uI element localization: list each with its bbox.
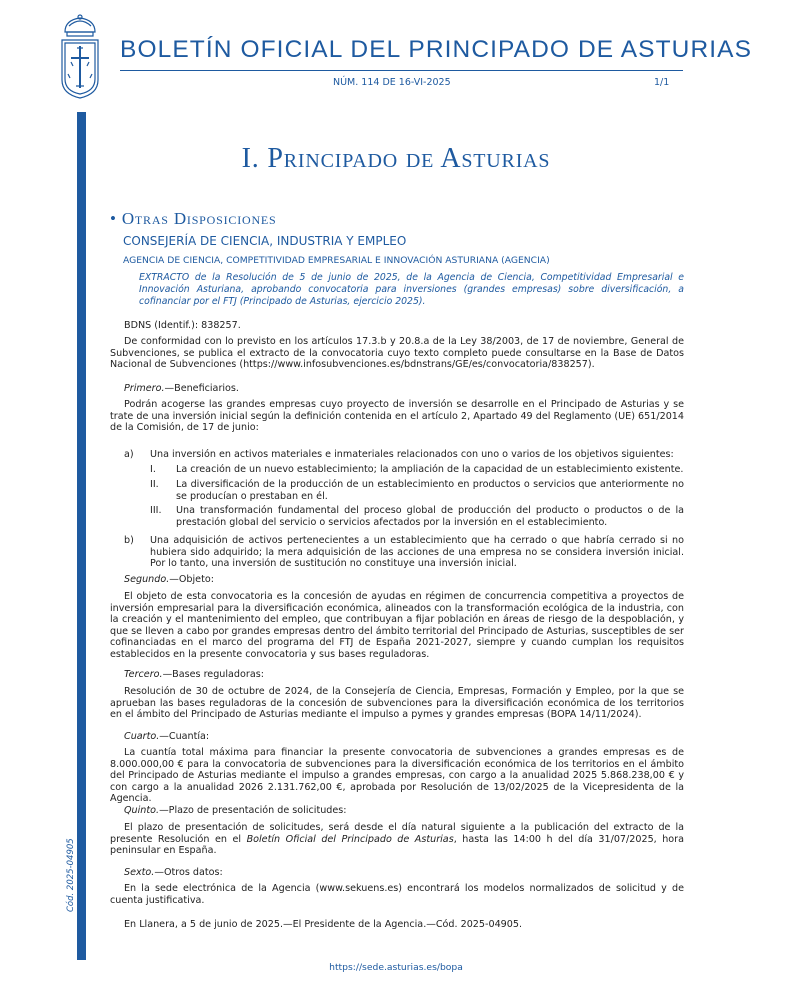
sub-2-text: La diversificación de la producción de un establecimiento en productos o servicios que anteriormente no se producían o prestaban en él. — [176, 479, 684, 502]
footer-url-link[interactable]: https://sede.asturias.es/bopa — [329, 962, 463, 973]
sexto-paragraph: En la sede electrónica de la Agencia (www.sekuens.es) encontrará los modelos normalizados de solicitud y de cuenta justificativa. — [110, 883, 684, 906]
title-divider — [120, 70, 683, 71]
sub-2-label: II. — [150, 479, 159, 490]
primero-title: —Beneficiarios. — [164, 383, 239, 394]
section-title: I. Principado de Asturias — [241, 143, 551, 174]
list-b-label: b) — [124, 535, 134, 546]
quinto-text-end: , hasta las 14:00 h del día 31/07/2025, hora peninsular en España. — [110, 833, 685, 857]
issue-number: NÚM. 114 DE 16-VI-2025 — [333, 77, 451, 88]
quinto-heading — [124, 805, 347, 817]
cuarto-paragraph: La cuantía total máxima para financiar la presente convocatoria de subvenciones a grandes empresas es de 8.000.000,00 € para la convocatoria de subvenciones para la diversificación económica de los territorios en el ámbito del Principado de Asturias mediante el impulso a grandes empresas, con cargo a la anualidad 2025 5.868.238,00 € y con cargo a la anualidad 2026 2.131.762,00 €, aprobada por Resolución de 13/02/2025 de la Vicepresidenta de la Agencia. — [110, 747, 684, 805]
primero-paragraph: Podrán acogerse las grandes empresas cuyo proyecto de inversión se desarrolle en el Principado de Asturias y se trate de una inversión inicial según la definición contenida en el artículo 2, Apartado 49 del Reglamento (UE) 651/2014 de la Comisión, de 17 de junio: — [110, 399, 684, 434]
extract-summary: EXTRACTO de la Resolución de 5 de junio de 2025, de la Agencia de Ciencia, Competitividad Empresarial e Innovación Asturiana, aprobando convocatoria para inversiones (grandes empresas) sobre diversificación, a cofinanciar por el FTJ (Principado de Asturias, ejercicio 2025). — [139, 272, 684, 307]
sexto-heading — [124, 867, 223, 879]
side-document-code: Cód. 2025-04905 — [66, 838, 76, 912]
segundo-heading — [124, 574, 214, 586]
quinto-paragraph — [110, 822, 684, 857]
sexto-label: Sexto. — [124, 867, 155, 878]
sub-1-label: I. — [150, 464, 156, 475]
tercero-title: —Bases reguladoras: — [162, 669, 264, 680]
segundo-label: Segundo. — [124, 574, 170, 585]
consejeria-name: CONSEJERÍA DE CIENCIA, INDUSTRIA Y EMPLEO — [123, 234, 407, 248]
cuarto-title: —Cuantía: — [159, 731, 210, 742]
sub-3-text: Una transformación fundamental del proceso global de producción del producto o productos o de la prestación global del servicio o servicios afectados por la inversión en el establecimiento. — [176, 505, 684, 528]
quinto-text-start: El plazo de presentación de solicitudes, será desde el día natural siguiente a la publicación del extracto de la presente Resolución en el — [110, 822, 684, 845]
quinto-label: Quinto. — [124, 805, 160, 816]
tercero-paragraph: Resolución de 30 de octubre de 2024, de la Consejería de Ciencia, Empresas, Formación y Empleo, por la que se aprueban las bases reguladoras de la concesión de subvenciones para la diversificación económica de los territorios en el ámbito del Principado de Asturias mediante el impulso a pymes y grandes empresas (BOPA 14/11/2024). — [110, 686, 684, 721]
page-count: 1/1 — [654, 77, 670, 88]
asturias-coat-of-arms-logo — [57, 14, 103, 100]
list-b-text: Una adquisición de activos pertenecientes a un establecimiento que ha cerrado o que habría cerrado si no hubiera sido adquirido; la mera adquisición de las acciones de una empresa no se considera inversión inicial. Por lo tanto, una inversión de sustitución no constituye una inversión inicial. — [150, 535, 684, 570]
list-a-label: a) — [124, 449, 134, 460]
agency-name: AGENCIA DE CIENCIA, COMPETITIVIDAD EMPRESARIAL E INNOVACIÓN ASTURIANA (AGENCIA) — [123, 255, 550, 266]
tercero-label: Tercero. — [124, 669, 163, 680]
segundo-paragraph: El objeto de esta convocatoria es la concesión de ayudas en régimen de concurrencia competitiva a proyectos de inversión empresarial para la diversificación económica, alineados con la transformación ecológica de la industria, con la creación y el mantenimiento del empleo, que contribuyan a fijar población en áreas de riesgo de la despoblación, y que se lleven a cabo por grandes empresas dentro del ámbito territorial del Principado de Asturias, susceptibles de ser cofinanciadas en el marco del programa del FTJ de España 2021-2027, siempre y cuando cumplan los requisitos establecidos en la presente convocatoria y sus bases reguladoras. — [110, 591, 684, 660]
category-label: Otras Disposiciones — [121, 209, 277, 228]
list-a-text: Una inversión en activos materiales e inmateriales relacionados con uno o varios de los objetivos siguientes: — [150, 449, 674, 460]
primero-label: Primero. — [124, 383, 165, 394]
side-accent-bar — [77, 112, 86, 960]
quinto-title: —Plazo de presentación de solicitudes: — [159, 805, 347, 816]
tercero-heading — [124, 669, 264, 681]
bdns-id: BDNS (Identif.): 838257. — [124, 320, 241, 331]
cuarto-label: Cuarto. — [124, 731, 160, 742]
intro-paragraph: De conformidad con lo previsto en los artículos 17.3.b y 20.8.a de la Ley 38/2003, de 17 de noviembre, General de Subvenciones, se publica el extracto de la convocatoria cuyo texto completo puede consultarse en la Base de Datos Nacional de Subvenciones (https://www.infosubvenciones.es/bdnstrans/GE/es/convocatoria/838257). — [110, 336, 684, 371]
gazette-title: BOLETÍN OFICIAL DEL PRINCIPADO DE ASTURIAS — [120, 36, 753, 63]
primero-heading — [124, 383, 239, 395]
category-heading — [110, 209, 277, 229]
category-bullet: • — [110, 209, 117, 228]
cuarto-heading — [124, 731, 209, 743]
quinto-bulletin-name: Boletín Oficial del Principado de Asturias — [246, 833, 454, 845]
sub-3-label: III. — [150, 505, 162, 516]
signature-line: En Llanera, a 5 de junio de 2025.—El Presidente de la Agencia.—Cód. 2025-04905. — [124, 919, 523, 930]
sub-1-text: La creación de un nuevo establecimiento; la ampliación de la capacidad de un establecimiento existente. — [176, 464, 684, 475]
sexto-title: —Otros datos: — [154, 867, 223, 878]
segundo-title: —Objeto: — [169, 574, 214, 585]
